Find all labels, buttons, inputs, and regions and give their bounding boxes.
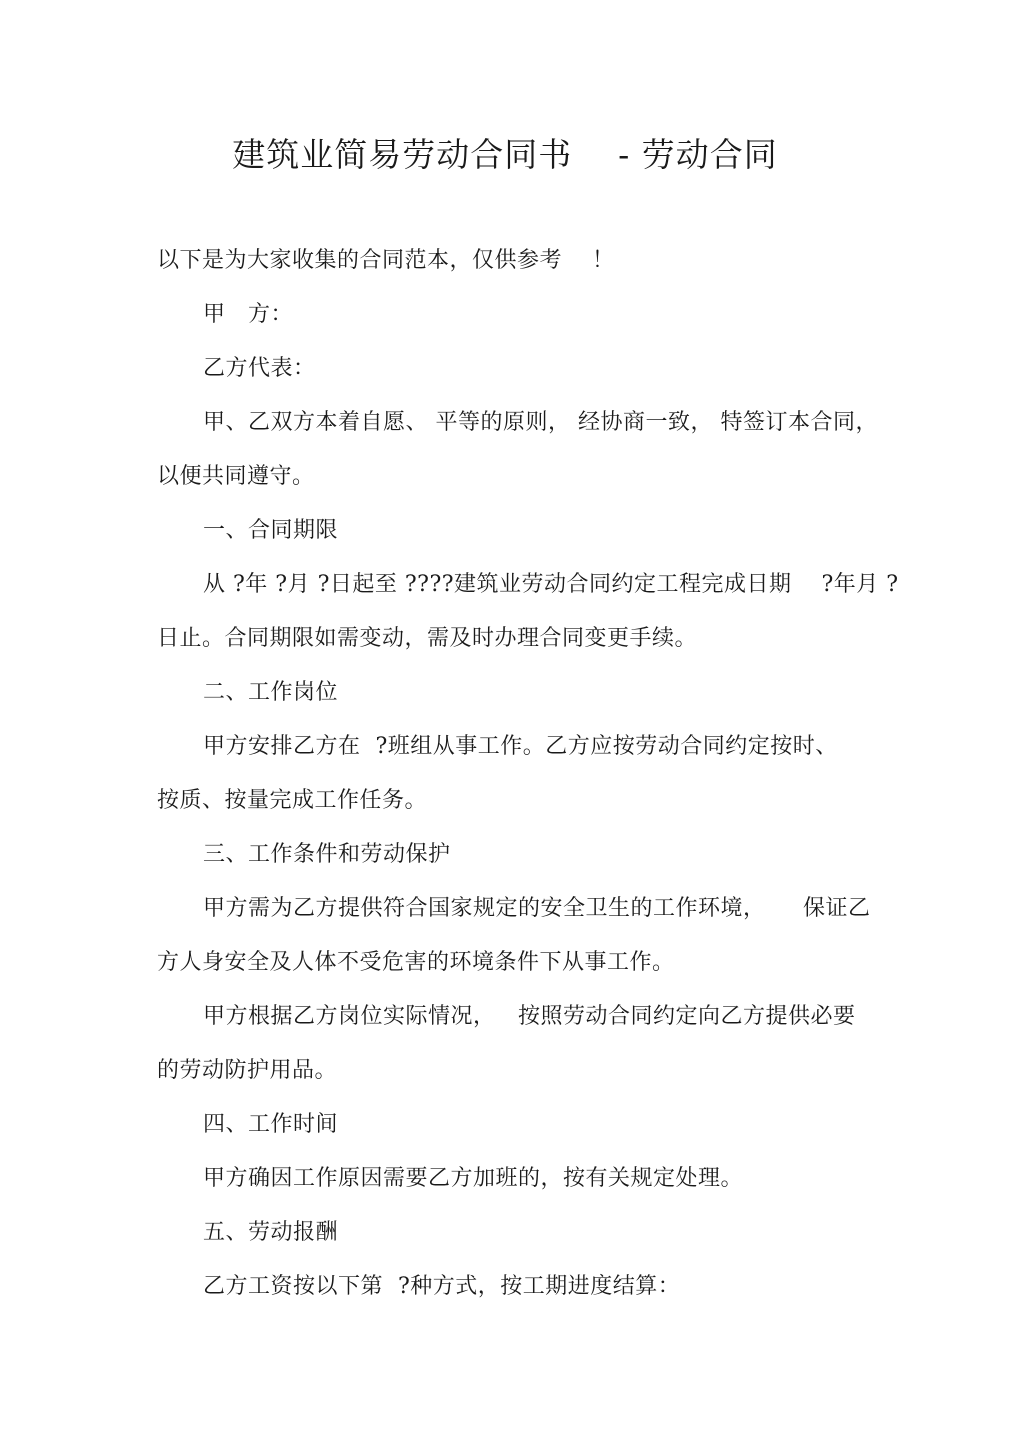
- paragraph-line: 甲方根据乙方岗位实际情况， 按照劳动合同约定向乙方提供必要: [203, 1004, 856, 1029]
- section-heading: 三、工作条件和劳动保护: [203, 842, 451, 867]
- paragraph-line: 甲方需为乙方提供符合国家规定的安全卫生的工作环境， 保证乙: [203, 896, 871, 921]
- intro-line: 以下是为大家收集的合同范本，仅供参考 ！: [157, 248, 615, 273]
- section-heading: 四、工作时间: [203, 1112, 339, 1137]
- paragraph-line: 按质、按量完成工作任务。: [157, 788, 428, 813]
- paragraph-line: 乙方工资按以下第 ?种方式，按工期进度结算：: [203, 1274, 681, 1299]
- paragraph-line: 从 ?年 ?月 ?日起至 ????建筑业劳动合同约定工程完成日期 ?年月 ?: [203, 572, 899, 597]
- document-title: 建筑业简易劳动合同书 - 劳动合同: [232, 135, 778, 174]
- paragraph-line: 日止。合同期限如需变动，需及时办理合同变更手续。: [157, 626, 698, 651]
- section-heading: 一、合同期限: [203, 518, 339, 543]
- paragraph-line: 甲方确因工作原因需要乙方加班的，按有关规定处理。: [203, 1166, 744, 1191]
- party-a-line: 甲 方：: [203, 302, 293, 327]
- party-b-representative-line: 乙方代表：: [203, 356, 316, 381]
- paragraph-line: 甲方安排乙方在 ?班组从事工作。乙方应按劳动合同约定按时、: [203, 734, 838, 759]
- paragraph-line: 甲、乙双方本着自愿、 平等的原则， 经协商一致， 特签订本合同，: [203, 410, 878, 435]
- section-heading: 五、劳动报酬: [203, 1220, 339, 1245]
- paragraph-line: 以便共同遵守。: [157, 464, 315, 489]
- paragraph-line: 方人身安全及人体不受危害的环境条件下从事工作。: [157, 950, 675, 975]
- paragraph-line: 的劳动防护用品。: [157, 1058, 338, 1083]
- section-heading: 二、工作岗位: [203, 680, 339, 705]
